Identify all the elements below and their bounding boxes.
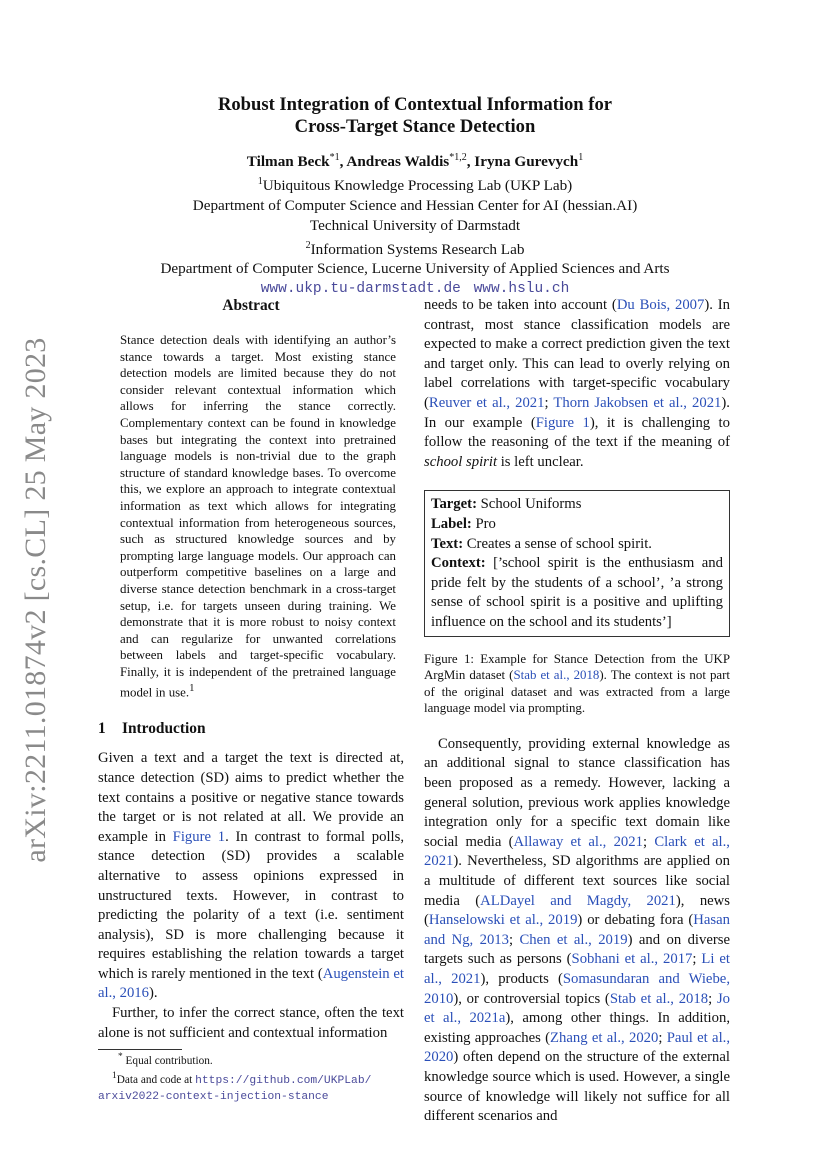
affiliation-4-text: Information Systems Research Lab: [310, 240, 525, 258]
footnote-equal-contribution: [118, 1050, 404, 1069]
citation-hanselowski[interactable]: Hanselowski et al., 2019: [428, 912, 578, 929]
figure-1-box: [424, 490, 730, 636]
citation-somasundaran[interactable]: Somasundaran and Wiebe, 2010: [424, 971, 730, 1007]
citation-aldayel[interactable]: ALDayel and Magdy, 2021: [480, 892, 676, 909]
author-2: Andreas Waldis: [346, 153, 450, 171]
footnote-1-text: Equal contribution.: [122, 1055, 213, 1068]
author-3: Iryna Gurevych: [474, 153, 579, 171]
paper-header: [100, 94, 730, 299]
citation-paul[interactable]: Paul et al., 2020: [424, 1029, 730, 1066]
abstract-heading: Abstract: [222, 297, 280, 314]
intro-paragraph-2-start: Further, to infer the correct stance, often the text alone is not sufficient and contextual information: [98, 1005, 404, 1041]
url-ukp[interactable]: www.ukp.tu-darmstadt.de: [260, 281, 461, 298]
citation-augenstein[interactable]: Augenstein et al., 2016: [98, 965, 405, 1002]
footnote-2-mark: 1: [112, 1071, 117, 1082]
affiliation-4: [100, 236, 730, 260]
citation-jo[interactable]: Jo et al., 2021a: [424, 990, 730, 1027]
affiliation-1: [100, 172, 730, 196]
author-3-mark: 1: [578, 152, 584, 163]
github-link-cont[interactable]: arxiv2022-context-injection-stance: [98, 1090, 329, 1103]
affiliation-1-text: Ubiquitous Knowledge Processing Lab (UKP Lab): [262, 177, 573, 195]
footnote-1-mark: *: [118, 1052, 123, 1063]
left-column: [98, 296, 404, 1105]
author-list: Tilman Beck$^{*1}$, Andreas Waldis$^{*1,2}$, Iryna Gurevych$^1$: [246, 152, 584, 171]
abstract-footnote-mark: 1: [189, 682, 195, 695]
citation-clark[interactable]: Clark et al., 2021: [424, 833, 730, 870]
citation-li[interactable]: Li et al., 2021: [424, 951, 730, 987]
title-line-2: Cross-Target Stance Detection: [294, 116, 536, 137]
figure-text-row: Text: Creates a sense of school spirit.: [431, 535, 652, 552]
author-1: Tilman Beck: [246, 153, 330, 171]
figure-label-row: Label: Pro: [431, 515, 496, 532]
citation-reuver[interactable]: Reuver et al., 2021: [428, 394, 545, 411]
citation-sobhani[interactable]: Sobhani et al., 2017: [571, 951, 693, 968]
affiliation-5: Department of Computer Science, Lucerne University of Applied Sciences and Arts: [160, 260, 670, 278]
section-heading-introduction: [98, 719, 404, 739]
abstract-text: [120, 332, 396, 701]
paper-title: [100, 94, 730, 138]
author-2-mark: *1,2: [449, 152, 467, 163]
citation-hasan[interactable]: Hasan and Ng, 2013: [424, 912, 730, 948]
right-column: [424, 296, 730, 1127]
affiliation-2: Department of Computer Science and Hessian Center for AI (hessian.AI): [192, 196, 638, 214]
figure-1-ref[interactable]: Figure 1: [172, 828, 226, 845]
school-spirit-emphasis: school spirit: [424, 453, 498, 470]
url-hslu[interactable]: www.hslu.ch: [473, 281, 570, 298]
citation-dubois[interactable]: Du Bois, 2007: [616, 297, 705, 313]
abstract-body: Stance detection deals with identifying an author’s stance towards a target. Most existing stance detection models are limited because they do not consider relevant contextual information which allows for inferring the stance correctly. Complementary context can be found in knowledge bases but integrating the context into pretrained language models is non-trivial due to the graph structure of standard knowledge bases. To overcome this, we explore an approach to integrate contextual information as text which allows for integrating contextual information from heterogeneous sources, such as structured knowledge sources and by prompting large language models. Our approach can outperform competitive baselines on a large and diverse stance detection benchmark in a cross-target setup, i.e. for targets unseen during training. We demonstrate that it is more robust to noisy context and can regularize for unwanted correlations between labels and target-specific vocabulary. Finally, it is independent of the pretrained language model in use.: [120, 333, 396, 700]
figure-1-caption: Figure 1: Example for Stance Detection from the UKP ArgMin dataset (Stab et al., 2018). The context is not part of the original dataset and was extracted from a large language model via prompting.: [424, 651, 730, 716]
citation-allaway[interactable]: Allaway et al., 2021: [513, 833, 643, 850]
intro-paragraph-1: Given a text and a target the text is directed at, stance detection (SD) aims to predict whether the text contains a positive or negative stance towards the target or is not related at all. We provide an example in Figure 1. In contrast to formal polls, stance detection (SD) provides a scalable alternative to assess opinions expressed in unstructured texts. However, in contrast to predicting the polarity of a text (i.e. sentiment analysis), SD is more challenging because it requires establishing the relation towards a target which is rarely mentioned in the text (Augenstein et al., 2016).: [98, 750, 405, 1002]
section-title: Introduction: [122, 720, 206, 738]
citation-chen[interactable]: Chen et al., 2019: [519, 931, 628, 948]
figure-1-ref-2[interactable]: Figure 1: [535, 414, 590, 431]
affiliation-3: Technical University of Darmstadt: [309, 216, 521, 234]
figure-target-row: Target: School Uniforms: [431, 496, 582, 513]
footnote-data-code: [98, 1069, 404, 1105]
citation-zhang[interactable]: Zhang et al., 2020: [550, 1029, 659, 1046]
citation-stab-caption[interactable]: Stab et al., 2018: [513, 668, 600, 683]
citation-thorn[interactable]: Thorn Jakobsen et al., 2021: [553, 394, 722, 411]
citation-stab[interactable]: Stab et al., 2018: [609, 990, 709, 1007]
section-number: 1: [98, 720, 106, 738]
affiliation-4-mark: 2: [305, 239, 311, 251]
author-1-mark: *1: [329, 152, 340, 163]
title-line-1: Robust Integration of Contextual Information for: [217, 94, 613, 115]
github-link[interactable]: https://github.com/UKPLab/: [195, 1074, 372, 1087]
intro-paragraph-2: needs to be taken into account (Du Bois, 2007). In contrast, most stance classification models are expected to make a correct prediction given the text and target only. This can lead to overly relying on label correlations with target-specific vocabulary (Reuver et al., 2021; Thorn Jakobsen et al., 2021). In our example (Figure 1), it is challenging to follow the reasoning of the text if the meaning of school spirit is left unclear.: [424, 297, 730, 470]
figure-context-row: Context: [’school spirit is the enthusiasm and pride felt by the students of a school’, ’a strong sense of school spirit is a positive and uplifting influence on the school and its students’]: [431, 555, 723, 630]
arxiv-stamp-text: arXiv:2211.01874v2 [cs.CL] 25 May 2023: [19, 337, 52, 863]
arxiv-stamp: [12, 337, 60, 863]
footnote-2-text: Data and code at: [116, 1073, 196, 1086]
affiliation-1-mark: 1: [257, 176, 263, 188]
paragraph-consequently: Consequently, providing external knowledge as an additional signal to stance classification has been proposed as a remedy. However, lacking a general solution, previous work applies knowledge integration only for a specific text domain like social media (Allaway et al., 2021; Clark et al., 2021). Nevertheless, SD algorithms are applied on a multitude of different text sources like social media (ALDayel and Magdy, 2021), news (Hanselowski et al., 2019) or debating fora (Hasan and Ng, 2013; Chen et al., 2019) and on diverse targets such as persons (Sobhani et al., 2017; Li et al., 2021), products (Somasundaran and Wiebe, 2010), or controversial topics (Stab et al., 2018; Jo et al., 2021a), among other things. In addition, existing approaches (Zhang et al., 2020; Paul et al., 2020) often depend on the structure of the external knowledge source which is used. However, a single source of knowledge will likely not suffice for all different scenarios and: [424, 735, 731, 1125]
